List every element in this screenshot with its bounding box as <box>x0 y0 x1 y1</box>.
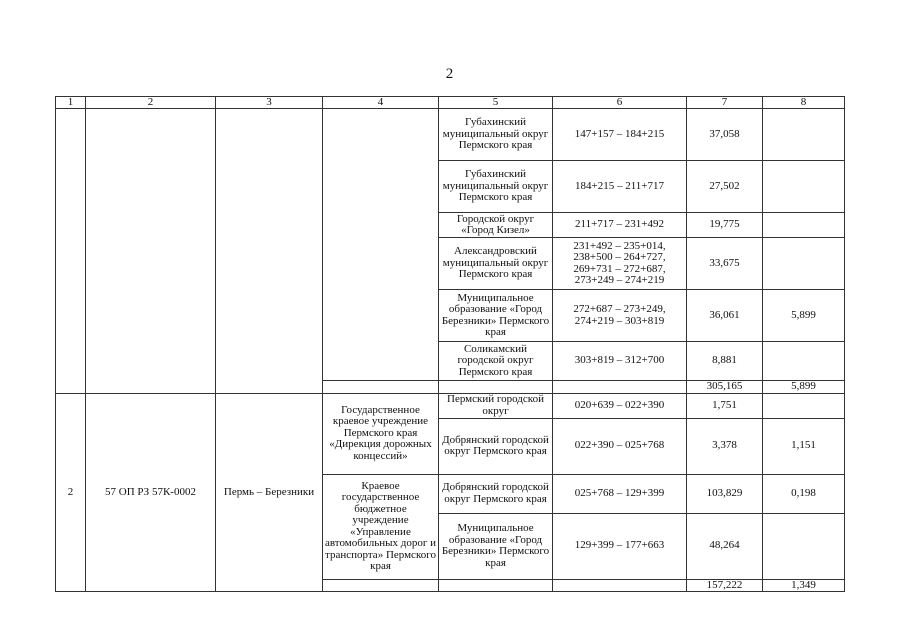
cell-length: 36,061 <box>687 290 763 342</box>
cell-owner: Государственное краевое учреждение Пермского края «Дирекция дорожных концессий» <box>323 393 439 474</box>
cell-length: 19,775 <box>687 213 763 238</box>
cell-km: 272+687 – 273+249, 274+219 – 303+819 <box>553 290 687 342</box>
cell-territory: Пермский городской округ <box>439 393 553 418</box>
cell-km-empty <box>553 579 687 592</box>
header-cell: 8 <box>763 97 845 109</box>
cell-territory: Губахинский муниципальный округ Пермского края <box>439 109 553 161</box>
cell-road-id <box>86 109 216 394</box>
cell-territory-empty <box>439 381 553 394</box>
cell-km: 020+639 – 022+390 <box>553 393 687 418</box>
header-cell: 5 <box>439 97 553 109</box>
cell-km: 303+819 – 312+700 <box>553 342 687 381</box>
cell-km: 025+768 – 129+399 <box>553 474 687 513</box>
cell-length: 27,502 <box>687 161 763 213</box>
cell-km: 211+717 – 231+492 <box>553 213 687 238</box>
cell-territory: Муниципальное образование «Город Березники» Пермского края <box>439 290 553 342</box>
cell-km: 231+492 – 235+014, 238+500 – 264+727, 269+731 – 272+687, 273+249 – 274+219 <box>553 238 687 290</box>
cell-territory: Соликамский городской округ Пермского края <box>439 342 553 381</box>
cell-owner-empty <box>323 579 439 592</box>
cell-km: 147+157 – 184+215 <box>553 109 687 161</box>
page-number: 2 <box>445 66 454 82</box>
table-row <box>56 393 845 418</box>
cell-length: 8,881 <box>687 342 763 381</box>
cell-length: 1,751 <box>687 393 763 418</box>
header-cell: 1 <box>56 97 86 109</box>
cell-length: 37,058 <box>687 109 763 161</box>
cell-extra: 0,198 <box>763 474 845 513</box>
cell-territory: Добрянский городской округ Пермского края <box>439 418 553 474</box>
cell-extra <box>763 213 845 238</box>
cell-extra: 1,151 <box>763 418 845 474</box>
total-extra: 1,349 <box>763 579 845 592</box>
table-row <box>56 109 845 161</box>
cell-extra <box>763 238 845 290</box>
cell-num <box>56 109 86 394</box>
header-cell: 4 <box>323 97 439 109</box>
cell-territory: Губахинский муниципальный округ Пермского края <box>439 161 553 213</box>
cell-territory: Александровский муниципальный округ Пермского края <box>439 238 553 290</box>
cell-length: 103,829 <box>687 474 763 513</box>
cell-extra <box>763 109 845 161</box>
total-length: 157,222 <box>687 579 763 592</box>
header-row <box>56 97 845 109</box>
cell-owner <box>323 109 439 381</box>
cell-territory: Добрянский городской округ Пермского края <box>439 474 553 513</box>
cell-owner-empty <box>323 381 439 394</box>
cell-territory-empty <box>439 579 553 592</box>
cell-extra <box>763 393 845 418</box>
cell-extra <box>763 161 845 213</box>
cell-length: 3,378 <box>687 418 763 474</box>
cell-km: 129+399 – 177+663 <box>553 513 687 579</box>
cell-num: 2 <box>56 393 86 592</box>
cell-km-empty <box>553 381 687 394</box>
header-cell: 3 <box>216 97 323 109</box>
cell-territory: Городской округ «Город Кизел» <box>439 213 553 238</box>
cell-km: 184+215 – 211+717 <box>553 161 687 213</box>
cell-territory: Муниципальное образование «Город Березники» Пермского края <box>439 513 553 579</box>
header-cell: 2 <box>86 97 216 109</box>
cell-owner: Краевое государственное бюджетное учреждение «Управление автомобильных дорог и транспорта» Пермского края <box>323 474 439 579</box>
cell-extra: 5,899 <box>763 290 845 342</box>
cell-road-id: 57 ОП РЗ 57К-0002 <box>86 393 216 592</box>
total-length: 305,165 <box>687 381 763 394</box>
cell-km: 022+390 – 025+768 <box>553 418 687 474</box>
header-cell: 6 <box>553 97 687 109</box>
cell-road-name <box>216 109 323 394</box>
cell-road-name: Пермь – Березники <box>216 393 323 592</box>
roads-table <box>55 96 845 592</box>
cell-extra <box>763 513 845 579</box>
cell-length: 48,264 <box>687 513 763 579</box>
cell-extra <box>763 342 845 381</box>
header-cell: 7 <box>687 97 763 109</box>
total-extra: 5,899 <box>763 381 845 394</box>
cell-length: 33,675 <box>687 238 763 290</box>
